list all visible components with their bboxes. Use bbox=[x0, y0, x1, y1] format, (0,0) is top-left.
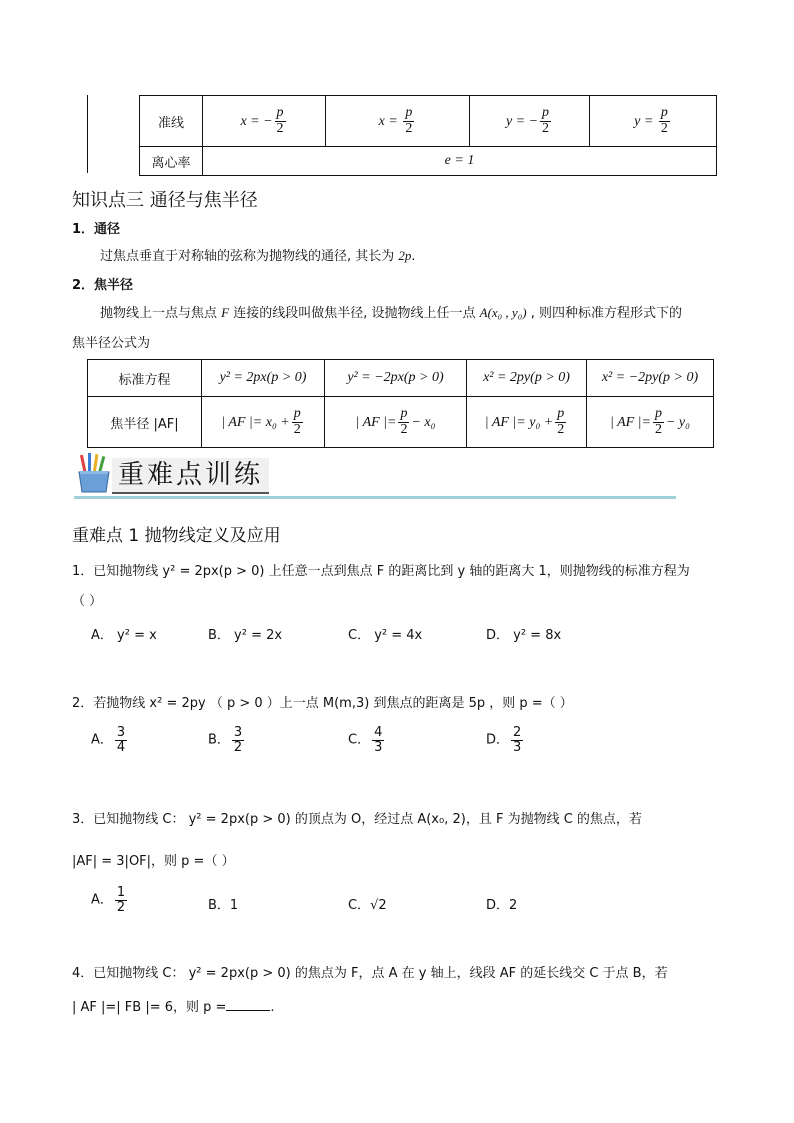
focal-radius-text-2: 焦半径公式为 bbox=[72, 336, 151, 351]
q2-option-c[interactable]: C． $\frac{4}{3}$ bbox=[348, 725, 383, 755]
banner-title: 重难点训练 bbox=[112, 458, 269, 494]
banner-underline bbox=[74, 496, 676, 499]
eccentricity-value: e = 1 bbox=[203, 147, 717, 176]
equation-label: 标准方程 bbox=[88, 360, 202, 397]
directrix-label: 准线 bbox=[140, 96, 203, 147]
q3-option-c[interactable]: C．√2 bbox=[348, 898, 387, 913]
parabola-properties-table bbox=[139, 95, 717, 176]
question-4-stem-2: | AF |=| FB |= 6，则 p = . bbox=[72, 1000, 275, 1015]
table-row-focal-radius bbox=[88, 397, 714, 448]
equation-2: y² = −2px(p > 0) bbox=[325, 360, 467, 397]
equation-4: x² = −2py(p > 0) bbox=[587, 360, 714, 397]
q1-option-c[interactable]: C． y² = 4x bbox=[348, 628, 423, 643]
q2-option-a[interactable]: A． $\frac{3}{4}$ bbox=[91, 725, 126, 755]
focal-radius-table bbox=[87, 359, 714, 448]
directrix-cell-2: x = $\frac{p}{2}$ bbox=[326, 96, 470, 147]
q1-option-b[interactable]: B． y² = 2x bbox=[208, 628, 283, 643]
question-4-stem: 4．已知抛物线 C： y² = 2px(p > 0) 的焦点为 F，点 A 在 y 轴上，线段 AF 的延长线交 C 于点 B，若 bbox=[72, 966, 668, 981]
pencil-cup-icon bbox=[76, 452, 112, 494]
section-banner bbox=[74, 452, 676, 502]
table-left-border bbox=[87, 95, 140, 173]
directrix-cell-3: y = − $\frac{p}{2}$ bbox=[470, 96, 590, 147]
question-1-stem: 1．已知抛物线 y² = 2px(p > 0) 上任意一点到焦点 F 的距离比到 y 轴的距离大 1，则抛物线的标准方程为 bbox=[72, 564, 690, 579]
equation-1: y² = 2px(p > 0) bbox=[202, 360, 325, 397]
q2-option-b[interactable]: B． $\frac{3}{2}$ bbox=[208, 725, 243, 755]
equation-3: x² = 2py(p > 0) bbox=[467, 360, 587, 397]
focal-radius-2: | AF |= $\frac{p}{2}$ − x₀ bbox=[325, 397, 467, 448]
q1-option-a[interactable]: A． y² = x bbox=[91, 628, 157, 643]
question-3-stem-2: |AF| = 3|OF|，则 p =（ ） bbox=[72, 854, 235, 869]
table-row-eccentricity bbox=[140, 147, 717, 176]
q3-option-b[interactable]: B．1 bbox=[208, 898, 239, 913]
directrix-cell-4: y = $\frac{p}{2}$ bbox=[590, 96, 717, 147]
question-1-stem-2: （ ） bbox=[72, 594, 103, 609]
focal-radius-1: | AF |= x₀ + $\frac{p}{2}$ bbox=[202, 397, 325, 448]
q1-option-d[interactable]: D． y² = 8x bbox=[486, 628, 562, 643]
directrix-cell-1: x = − $\frac{p}{2}$ bbox=[203, 96, 326, 147]
focal-radius-4: | AF |= $\frac{p}{2}$ − y₀ bbox=[587, 397, 714, 448]
question-3-stem: 3．已知抛物线 C： y² = 2px(p > 0) 的顶点为 O，经过点 A(x₀, 2)，且 F 为抛物线 C 的焦点，若 bbox=[72, 812, 642, 827]
latus-rectum-text: 过焦点垂直于对称轴的弦称为抛物线的通径, 其长为 2p. bbox=[100, 248, 416, 264]
q3-option-d[interactable]: D．2 bbox=[486, 898, 518, 913]
focal-radius-3: | AF |= y₀ + $\frac{p}{2}$ bbox=[467, 397, 587, 448]
focal-radius-label: 焦半径 |AF| bbox=[88, 397, 202, 448]
answer-blank[interactable] bbox=[226, 998, 270, 1011]
subheading-latus-rectum: 1．通径 bbox=[72, 222, 121, 237]
section-title: 重难点 1 抛物线定义及应用 bbox=[72, 526, 281, 546]
q2-option-d[interactable]: D． $\frac{2}{3}$ bbox=[486, 725, 522, 755]
knowledge-point-title: 知识点三 通径与焦半径 bbox=[72, 190, 258, 211]
question-2-stem: 2．若抛物线 x² = 2py （ p > 0 ）上一点 M(m,3) 到焦点的距离是 5p ，则 p =（ ） bbox=[72, 696, 573, 711]
table-row-directrix bbox=[140, 96, 717, 147]
eccentricity-label: 离心率 bbox=[140, 147, 203, 176]
table-row-equations bbox=[88, 360, 714, 397]
focal-radius-text: 抛物线上一点与焦点 F 连接的线段叫做焦半径, 设抛物线上任一点 A(x₀ , y₀) , 则四种标准方程形式下的 bbox=[100, 305, 682, 321]
subheading-focal-radius: 2．焦半径 bbox=[72, 278, 134, 293]
q3-option-a[interactable]: A． $\frac{1}{2}$ bbox=[91, 885, 126, 915]
